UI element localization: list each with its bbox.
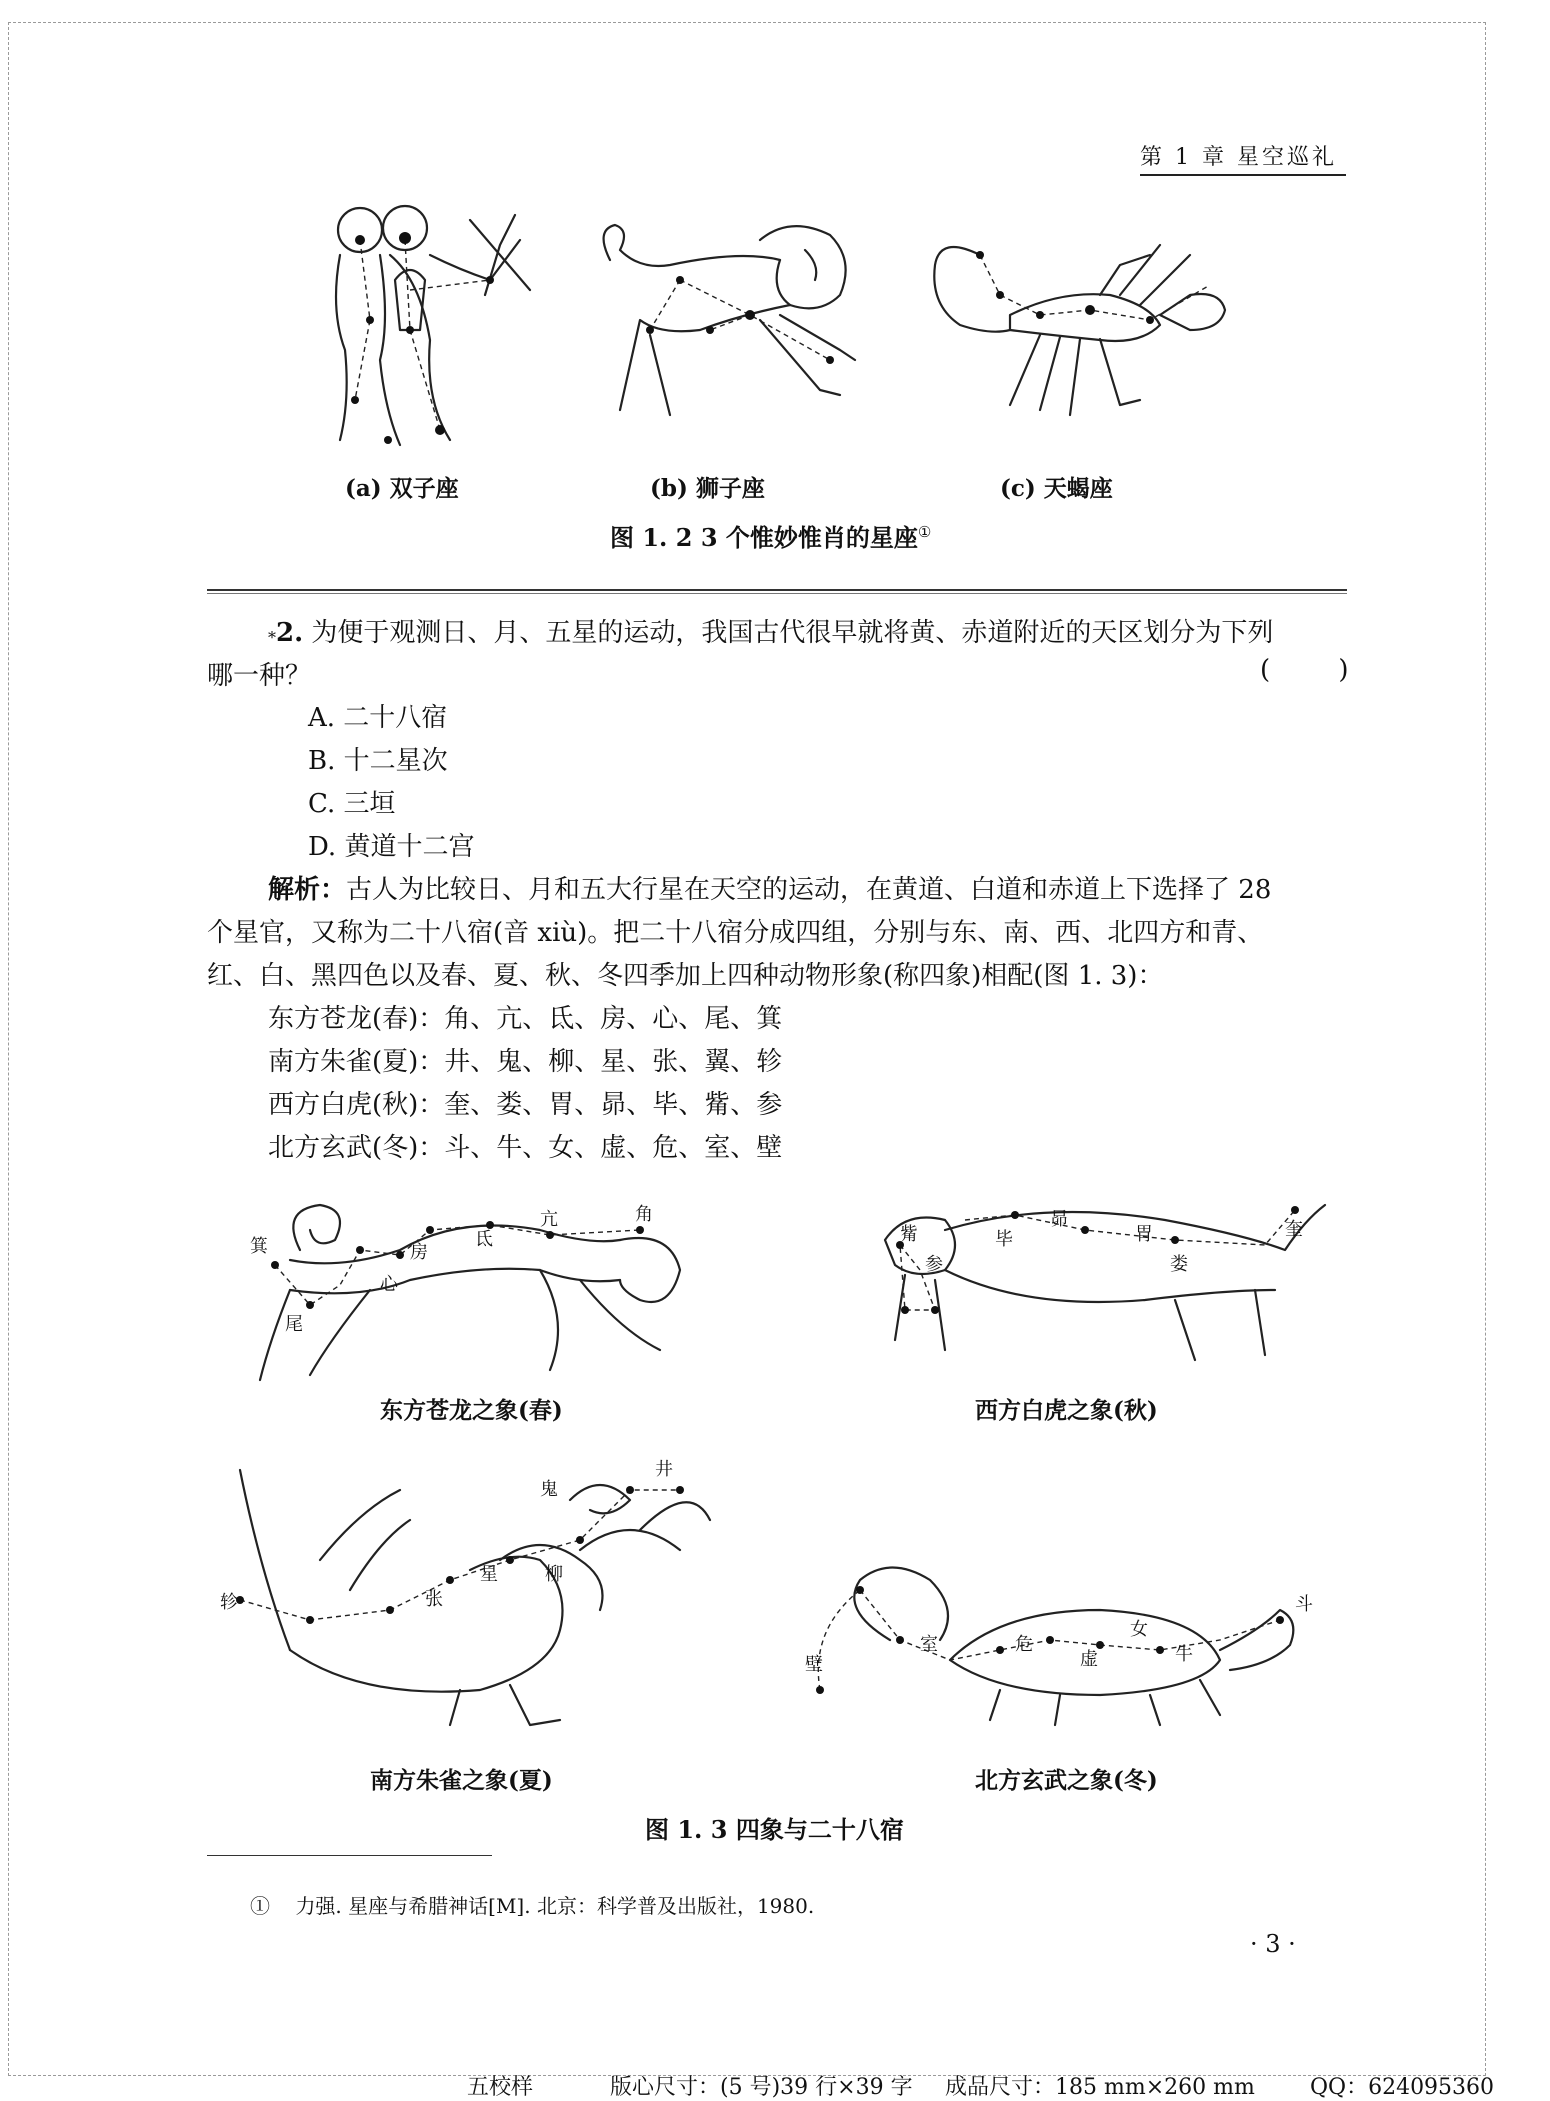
figure-1-2-caption: [610, 518, 931, 553]
vermilion-bird-illustration: [210, 1450, 730, 1740]
proof-stage: 五校样: [467, 2075, 534, 2100]
star-label-liu: 柳: [545, 1564, 563, 1585]
star-label-jiao: 角: [635, 1204, 653, 1225]
azure-dragon-illustration: [240, 1190, 690, 1385]
figure-caption-text: 图 1. 2 3 个惟妙惟肖的星座: [610, 523, 918, 552]
star-label-mao: 昴: [1050, 1209, 1068, 1230]
analysis-text-1: 古人为比较日、月和五大行星在天空的运动，在黄道、白道和赤道上下选择了 28: [346, 875, 1272, 905]
question-line-1: [268, 612, 1273, 655]
footnote: [250, 1890, 814, 1919]
star-label-wei-stomach: 胃: [1135, 1224, 1153, 1245]
running-head: 第 1 章 星空巡礼: [1140, 140, 1346, 176]
star-label-fang: 房: [410, 1242, 428, 1263]
star-label-zi: 觜: [900, 1224, 918, 1245]
subfigure-label-scorpius: (c) 天蝎座: [1000, 475, 1113, 502]
star-label-shen: 参: [925, 1254, 943, 1275]
subfigure-label-leo: (b) 狮子座: [650, 475, 765, 502]
analysis-line-1: [268, 869, 1271, 912]
star-label-niu: 牛: [1175, 1644, 1193, 1665]
group-north: 北方玄武(冬)：斗、牛、女、虚、危、室、壁: [268, 1133, 783, 1163]
option-b: B. 十二星次: [308, 746, 448, 776]
group-south: 南方朱雀(夏)：井、鬼、柳、星、张、翼、轸: [268, 1047, 783, 1077]
star-label-nv: 女: [1130, 1619, 1148, 1640]
star-label-jing: 井: [655, 1459, 673, 1480]
section-divider: [207, 589, 1347, 591]
star-label-wei: 尾: [285, 1314, 303, 1335]
star-label-zhen: 轸: [220, 1592, 238, 1613]
footnote-divider: [207, 1855, 492, 1856]
page-number: · 3 ·: [1250, 1930, 1296, 1958]
star-label-zhang: 张: [425, 1589, 443, 1610]
caption-vermilion-bird: 南方朱雀之象(夏): [370, 1767, 553, 1794]
star-label-wei-danger: 危: [1015, 1634, 1033, 1655]
figure-1-3-caption: 图 1. 3 四象与二十八宿: [645, 1815, 904, 1844]
star-label-di: 氐: [475, 1229, 493, 1250]
footnote-ref-mark: ①: [917, 523, 932, 541]
gemini-constellation-illustration: [300, 200, 540, 460]
star-label-xin: 心: [380, 1274, 398, 1295]
finished-size: 成品尺寸：185 mm×260 mm: [945, 2075, 1255, 2100]
question-text-1: 为便于观测日、月、五星的运动，我国古代很早就将黄、赤道附近的天区划分为下列: [311, 618, 1274, 648]
footnote-mark: ①: [250, 1894, 270, 1918]
answer-blank: ( ): [1260, 655, 1379, 685]
scorpius-constellation-illustration: [920, 235, 1250, 425]
group-east: 东方苍龙(春)：角、亢、氐、房、心、尾、箕: [268, 1004, 783, 1034]
star-label-gui: 鬼: [540, 1479, 558, 1500]
core-size: 版心尺寸：(5 号)39 行×39 字: [610, 2075, 913, 2100]
option-d: D. 黄道十二宫: [308, 832, 475, 862]
analysis-label: 解析：: [268, 875, 347, 905]
star-label-kui: 奎: [1285, 1219, 1303, 1240]
caption-azure-dragon: 东方苍龙之象(春): [380, 1397, 563, 1424]
caption-black-tortoise: 北方玄武之象(冬): [975, 1767, 1158, 1794]
star-label-lou: 娄: [1170, 1254, 1188, 1275]
section-divider-thin: [207, 593, 1347, 594]
analysis-text-3: 红、白、黑四色以及春、夏、秋、冬四季加上四种动物形象(称四象)相配(图 1. 3)：: [207, 961, 1164, 991]
star-label-shi: 室: [920, 1634, 938, 1655]
analysis-text-2: 个星官，又称为二十八宿(音 xiù)。把二十八宿分成四组，分别与东、南、西、北四方和青、: [207, 918, 1264, 948]
star-label-bi-west: 毕: [995, 1229, 1013, 1250]
star-label-bi-north: 壁: [805, 1654, 823, 1675]
star-label-xing: 星: [480, 1564, 498, 1585]
caption-white-tiger: 西方白虎之象(秋): [975, 1397, 1158, 1424]
star-label-ji: 箕: [250, 1236, 268, 1257]
question-star-mark: *: [268, 628, 276, 647]
leo-constellation-illustration: [590, 220, 860, 430]
star-label-dou: 斗: [1295, 1594, 1313, 1615]
question-number: 2.: [276, 618, 304, 648]
black-tortoise-illustration: [800, 1550, 1340, 1730]
question-text-2: 哪一种？: [207, 661, 312, 691]
star-label-xu: 虚: [1080, 1649, 1098, 1670]
footnote-text: 力强. 星座与希腊神话[M]. 北京：科学普及出版社，1980.: [295, 1894, 815, 1918]
qq-number: QQ：624095360: [1310, 2075, 1495, 2100]
group-west: 西方白虎(秋)：奎、娄、胃、昴、毕、觜、参: [268, 1090, 783, 1120]
option-c: C. 三垣: [308, 789, 396, 819]
option-a: A. 二十八宿: [308, 703, 448, 733]
subfigure-label-gemini: (a) 双子座: [345, 475, 459, 502]
star-label-kang: 亢: [540, 1209, 558, 1230]
white-tiger-illustration: [845, 1190, 1345, 1380]
